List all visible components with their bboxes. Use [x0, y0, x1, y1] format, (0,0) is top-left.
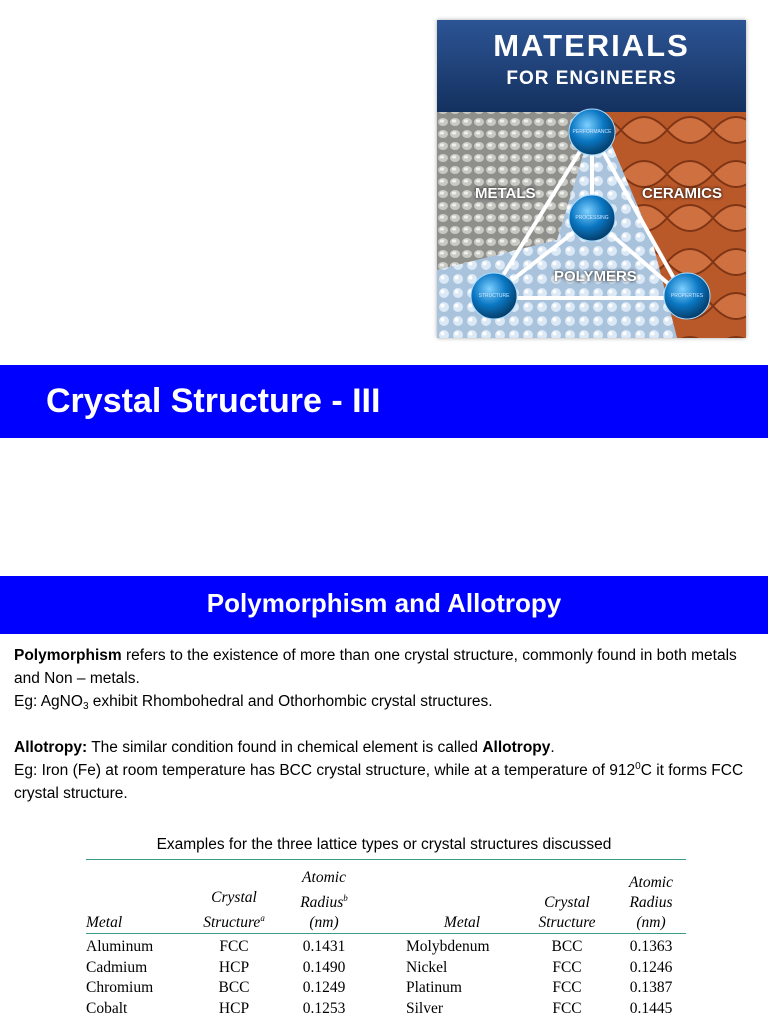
cell-metal-2: Platinum: [406, 979, 462, 997]
allotropy-period: .: [550, 739, 555, 756]
cell-atomic-radius-2: 0.1387: [629, 979, 673, 997]
cell-metal-2: Silver: [406, 999, 444, 1017]
cell-metal: Cobalt: [86, 999, 128, 1017]
allotropy-term: Allotropy:: [14, 739, 88, 756]
allotropy-definition: The similar condition found in chemical element is called: [87, 739, 483, 756]
cell-atomic-radius: 0.1249: [302, 979, 346, 997]
cell-crystal-structure-2: FCC: [552, 999, 582, 1017]
cell-metal-2: Molybdenum: [406, 938, 490, 956]
example-text-end: exhibit Rhombohedral and Othorhombic crystal structures.: [88, 693, 493, 710]
cell-crystal-structure-2: FCC: [552, 979, 582, 997]
slide-title-banner: [0, 365, 768, 438]
section-title-banner: [0, 576, 768, 634]
cell-crystal-structure: HCP: [218, 958, 250, 976]
cell-metal: Cadmium: [86, 958, 148, 976]
header-crystal-structure-2: Crystal Structure: [538, 894, 596, 932]
cell-crystal-structure-2: FCC: [552, 958, 582, 976]
cover-label-polymers: POLYMERS: [554, 268, 637, 285]
cell-atomic-radius: 0.1253: [302, 999, 346, 1017]
allotropy-example: [14, 759, 759, 805]
book-cover-image: [437, 20, 746, 338]
header-metal-2: Metal: [443, 914, 481, 932]
cover-subtitle: FOR ENGINEERS: [506, 68, 677, 89]
polymorphism-term: Polymorphism: [14, 647, 122, 664]
example-text: Eg: AgNO: [14, 693, 83, 710]
table-row: [86, 999, 686, 1020]
table-row: [86, 958, 686, 979]
table-row: [86, 937, 686, 958]
cell-crystal-structure: BCC: [218, 979, 250, 997]
table-top-rule: [86, 859, 686, 860]
slide-title: Crystal Structure - III: [46, 382, 381, 420]
cell-metal-2: Nickel: [406, 958, 448, 976]
cell-metal: Chromium: [86, 979, 154, 997]
table-caption: Examples for the three lattice types or crystal structures discussed: [156, 836, 612, 853]
polymorphism-paragraph: [14, 644, 759, 690]
cover-node-processing: PROCESSING: [575, 215, 609, 221]
cover-node-properties: PROPERTIES: [670, 293, 704, 299]
table-row: [86, 978, 686, 999]
header-crystal-structure: Crystal Structure$^a$: [203, 889, 265, 932]
cover-node-structure: STRUCTURE: [478, 293, 510, 299]
header-metal: Metal: [86, 914, 123, 932]
allotropy-term-2: Allotropy: [482, 739, 551, 756]
degree-superscript: 0: [635, 761, 641, 772]
cell-atomic-radius-2: 0.1363: [629, 938, 673, 956]
section-title: Polymorphism and Allotropy: [206, 588, 562, 618]
cover-label-metals: METALS: [475, 185, 536, 202]
example-subscript: 3: [82, 701, 89, 712]
cell-crystal-structure-2: BCC: [551, 938, 583, 956]
crystal-structure-table: [86, 868, 686, 1019]
header-atomic-radius-2: Atomic Radius (nm): [629, 874, 673, 932]
cell-atomic-radius: 0.1490: [302, 958, 346, 976]
header-spacer: [362, 868, 406, 937]
cell-atomic-radius-2: 0.1246: [629, 958, 673, 976]
header-atomic-radius: Atomic Radius$^b$ (nm): [300, 869, 348, 932]
allotropy-example-text: Eg: Iron (Fe) at room temperature has BCC crystal structure, while at a temperature of 912: [14, 762, 636, 779]
cover-label-ceramics: CERAMICS: [642, 185, 723, 202]
polymorphism-definition: refers to the existence of more than one crystal structure, commonly found in both metals and Non – metals.: [14, 647, 737, 687]
cover-title: MATERIALS: [493, 28, 690, 63]
cell-metal: Aluminum: [86, 938, 154, 956]
polymorphism-example: [14, 690, 759, 713]
cell-atomic-radius-2: 0.1445: [629, 999, 673, 1017]
table-header-row: [86, 868, 686, 937]
cell-crystal-structure: HCP: [218, 999, 250, 1017]
cell-atomic-radius: 0.1431: [302, 938, 346, 956]
allotropy-paragraph: [14, 736, 759, 759]
cell-crystal-structure: FCC: [219, 938, 249, 956]
allotropy-example-end: C it forms FCC crystal structure.: [14, 762, 744, 802]
cover-node-performance: PERFORMANCE: [572, 129, 612, 135]
